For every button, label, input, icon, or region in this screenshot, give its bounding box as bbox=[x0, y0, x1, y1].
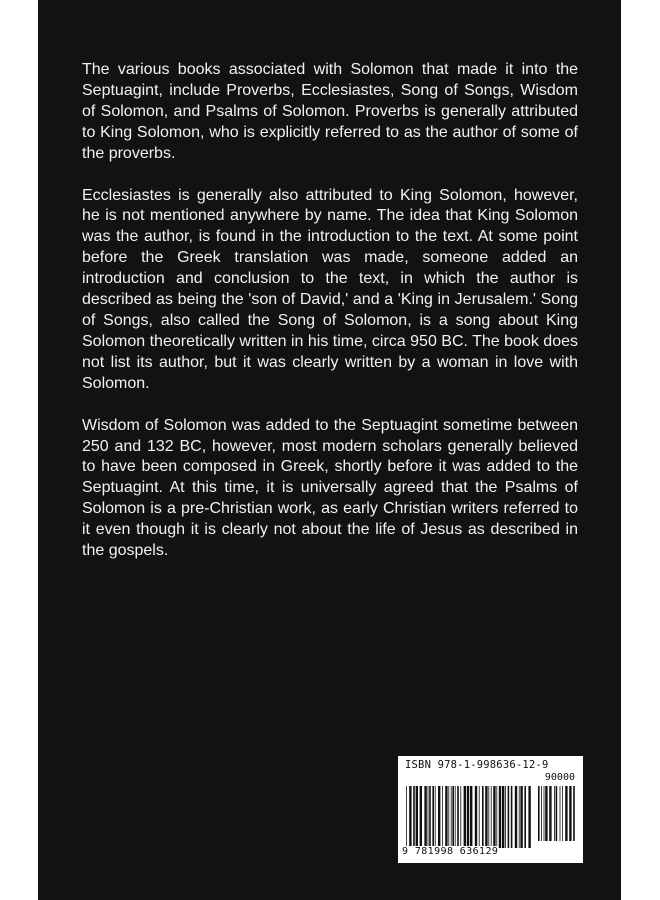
barcode-bar bbox=[565, 786, 567, 841]
barcode-bar bbox=[505, 786, 506, 848]
barcode-bar bbox=[544, 786, 545, 841]
barcode-bar bbox=[438, 786, 440, 848]
barcode-bar bbox=[452, 786, 454, 848]
barcode-bar bbox=[573, 786, 575, 841]
barcode-bar bbox=[475, 786, 477, 848]
barcode-bar bbox=[511, 786, 513, 848]
barcode-bar bbox=[520, 786, 522, 848]
blurb-paragraph-1: The various books associated with Solomon that made it into the Septuagint, include Proverbs, Ecclesiastes, Song of Songs, Wisdom of Solomon, and Psalms of Solomon. Proverbs is generally attributed to King Solomon, who is explicitly referred to as the author of some of the proverbs. bbox=[82, 61, 578, 162]
back-cover bbox=[38, 0, 621, 900]
isbn-label: ISBN 978-1-998636-12-9 bbox=[405, 759, 549, 771]
price-code: 90000 bbox=[544, 772, 575, 783]
barcode-bar bbox=[406, 786, 407, 848]
barcode-bar bbox=[515, 786, 517, 848]
barcode-bar bbox=[429, 786, 431, 848]
barcode-bar bbox=[460, 786, 461, 848]
barcode-bar bbox=[560, 786, 561, 841]
ean-barcode-bars bbox=[406, 786, 532, 848]
barcode-bar bbox=[479, 786, 480, 848]
barcode-bar bbox=[538, 786, 540, 841]
barcode-bar bbox=[485, 786, 487, 848]
barcode-bar bbox=[445, 786, 447, 848]
barcode-bar bbox=[451, 786, 452, 848]
barcode-bar bbox=[556, 786, 558, 841]
barcode-bar bbox=[519, 786, 520, 848]
barcode-bar bbox=[499, 786, 501, 848]
barcode-bar bbox=[554, 786, 555, 841]
back-cover-blurb bbox=[82, 60, 578, 583]
barcode-bar bbox=[457, 786, 459, 848]
barcode-bar bbox=[420, 786, 422, 848]
barcode-bar bbox=[549, 786, 551, 841]
barcode-bar bbox=[562, 786, 563, 841]
ean-digits: 9 781998 636129 bbox=[402, 846, 499, 857]
barcode-bar bbox=[569, 786, 571, 841]
barcode-bar bbox=[413, 786, 415, 848]
barcode-bar bbox=[493, 786, 495, 848]
barcode-bar bbox=[491, 786, 492, 848]
barcode-bar bbox=[488, 786, 489, 848]
barcode-bar bbox=[470, 786, 472, 848]
blurb-paragraph-3: Wisdom of Solomon was added to the Septuagint sometime between 250 and 132 BC, however, most modern scholars generally believed to have been composed in Greek, shortly before it was added to the Septuagint. At this time, it is universally agreed that the Psalms of Solomon is a pre-Christian work, as early Christian writers referred to it even though it is clearly not about the life of Jesus as described in the gospels. bbox=[82, 416, 578, 560]
isbn-barcode bbox=[398, 756, 583, 863]
barcode-bar bbox=[442, 786, 443, 848]
barcode-bar bbox=[432, 786, 434, 848]
barcode-bar bbox=[448, 786, 449, 848]
barcode-bar bbox=[435, 786, 436, 848]
barcode-bar bbox=[467, 786, 469, 848]
barcode-bar bbox=[545, 786, 547, 841]
barcode-bar bbox=[502, 786, 504, 848]
barcode-bar bbox=[541, 786, 542, 841]
barcode-bar bbox=[409, 786, 411, 848]
barcode-bar bbox=[524, 786, 526, 848]
barcode-bar bbox=[424, 786, 426, 848]
barcode-bar bbox=[464, 786, 466, 848]
barcode-bar bbox=[416, 786, 418, 848]
barcode-bar bbox=[496, 786, 497, 848]
barcode-bar bbox=[482, 786, 484, 848]
barcode-bar bbox=[455, 786, 456, 848]
blurb-paragraph-2: Ecclesiastes is generally also attributed to King Solomon, however, he is not mentioned anywhere by name. The idea that King Solomon was the author, is found in the introduction to the text. At some point before the Greek translation was made, someone added an introduction and conclusion to the text, in which the author is described as being the 'son of David,' and a 'King in Jerusalem.' Song of Songs, also called the Song of Solomon, is a song about King Solomon theoretically written in his time, circa 950 BC. The book does not list its author, but it was clearly written by a woman in love with Solomon. bbox=[82, 186, 578, 392]
barcode-bar bbox=[508, 786, 510, 848]
barcode-bar bbox=[528, 786, 530, 848]
addon-barcode-bars bbox=[538, 786, 576, 841]
barcode-bar bbox=[428, 786, 429, 848]
